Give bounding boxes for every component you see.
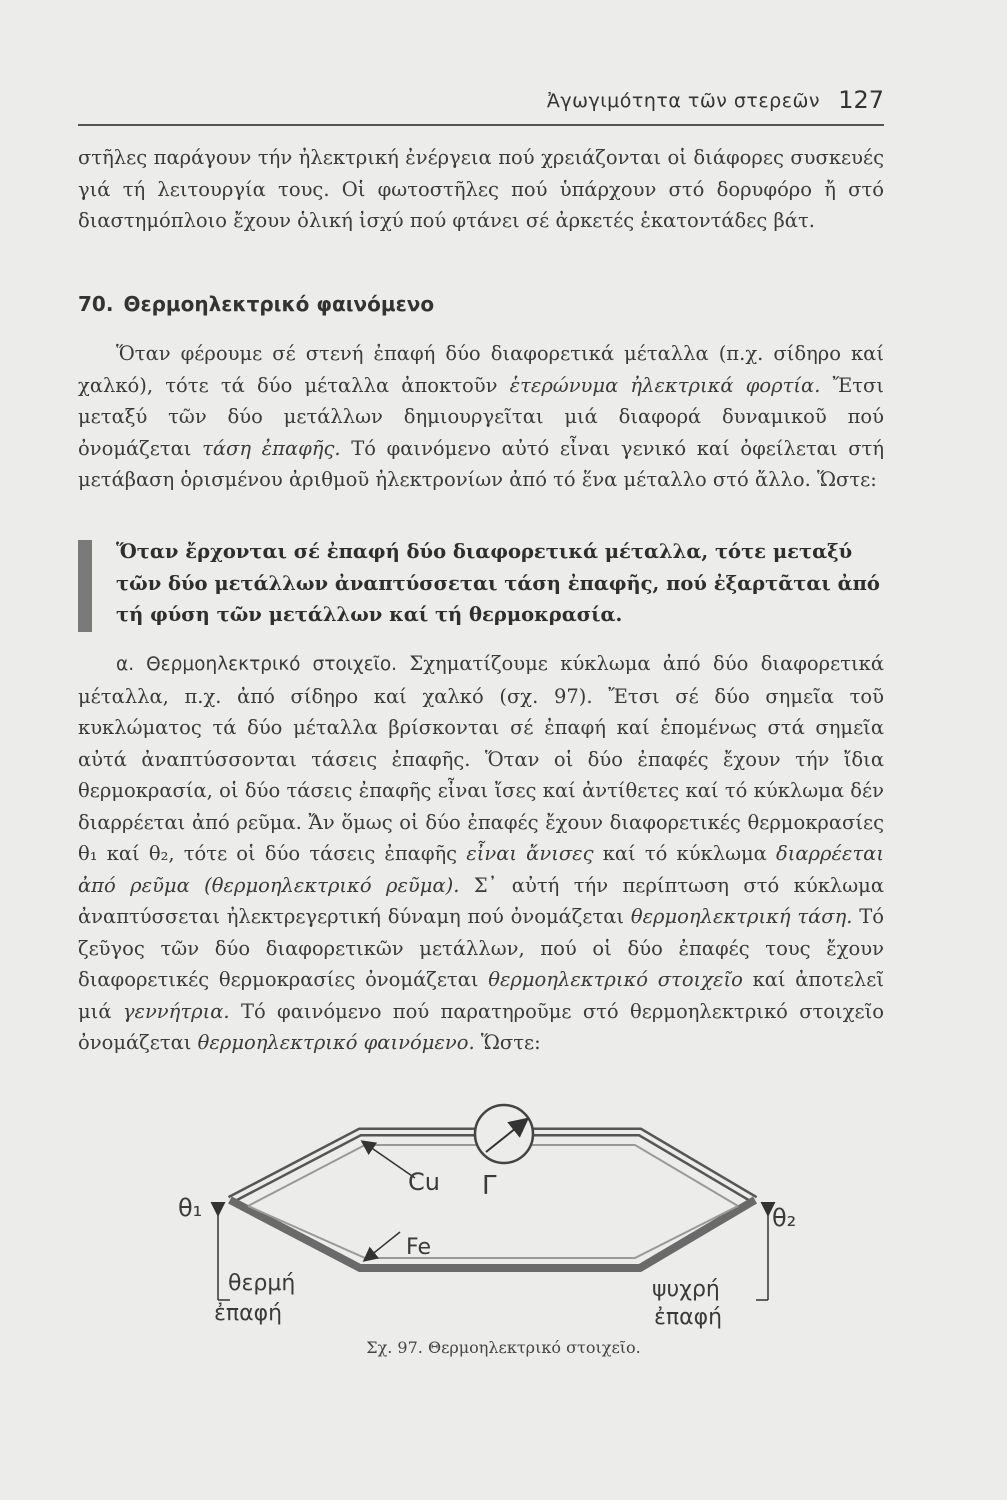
section-number: 70. <box>78 292 114 316</box>
p3-text-4: Τό ζεῦγος τῶν δύο διαφορετικῶν μετάλλων, πού οἱ δύο ἐπαφές τους ἔχουν διαφορετικές θερμοκρασίες ὀνομάζεται <box>78 905 884 991</box>
p3-text-7: Ὥστε: <box>474 1031 541 1054</box>
cold-contact-label-1: ψυχρή <box>652 1277 720 1302</box>
page-header <box>78 80 884 126</box>
thermocouple-diagram <box>160 1090 860 1340</box>
paragraph-1: στῆλες παράγουν τήν ἠλεκτρική ἐνέργεια πού χρειάζονται οἱ διάφορες συσκευές γιά τή λειτουργία τους. Οἱ φωτοστῆλες πού ὑπάρχουν στό δορυφόρο ἤ στό διαστημόπλοιο ἔχουν ὁλική ἰσχύ πού φτάνει σέ ἀρκετές ἑκατοντάδες βάτ. <box>78 146 884 232</box>
p2-emph-1: ἑτερώνυμα ἠλεκτρικά φορτία. <box>509 373 821 397</box>
p3-text-5: καί ἀποτελεῖ μιά <box>78 968 884 1023</box>
rule-text: Ὅταν ἔρχονται σέ ἐπαφή δύο διαφορετικά μέταλλα, τότε μεταξύ τῶν δύο μετάλλων ἀναπτύσσεται τάση ἐπαφῆς, πού ἐξαρτᾶται ἀπό τή φύση τῶν μετάλλων καί τή θερμοκρασία. <box>116 540 880 626</box>
p3-text-3: Σ᾽ αὐτή τήν περίπτωση στό κύκλωμα ἀναπτύσσεται ἠλεκτρεγερτική δύναμη πού ὀνομάζεται <box>78 873 884 928</box>
p2-text-2: Ἔτσι μεταξύ τῶν δύο μετάλλων δημιουργεῖται μιά διαφορά δυναμικοῦ πού ὀνομάζεται <box>78 373 884 460</box>
paragraph-2 <box>78 338 884 496</box>
p3-text-1: Σχηματίζουμε κύκλωμα ἀπό δύο διαφορετικά μέταλλα, π.χ. ἀπό σίδηρο καί χαλκό (σχ. 97). Ἔτσι σέ δύο σημεῖα τοῦ κυκλώματος τά δύο μέταλλα βρίσκονται σέ ἐπαφή καί ἑπομένως στά σημεῖα αὐτά ἀναπτύσσονται τάσεις ἐπαφῆς. Ὅταν οἱ δύο ἐπαφές ἔχουν τήν ἴδια θερμοκρασία, οἱ δύο τάσεις ἐπαφῆς εἶναι ἴσες καί ἀντίθετες καί τό κύκλωμα δέν διαρρέεται ἀπό ρεῦμα. Ἄν ὅμως οἱ δύο ἐπαφές ἔχουν διαφορετικές θερμοκρασίες θ₁ καί θ₂, τότε οἱ δύο τάσεις ἐπαφῆς <box>78 652 884 865</box>
p3-emph-1: εἶναι ἄνισες <box>466 842 594 865</box>
cold-contact-label-2: ἐπαφή <box>654 1305 723 1330</box>
thermocouple-figure <box>160 1090 860 1340</box>
section-heading <box>78 292 434 316</box>
figure-caption: Σχ. 97. Θερμοηλεκτρικό στοιχεῖο. <box>366 1338 641 1357</box>
p2-text-3: Τό φαινόμενο αὐτό εἶναι γενικό καί ὀφείλεται στή μετάβαση ὁρισμένου ἀριθμοῦ ἠλεκτρονίων ἀπό τό ἕνα μέταλλο στό ἄλλο. Ὥστε: <box>78 436 884 491</box>
p3-emph-3: θερμοηλεκτρική τάση. <box>630 905 853 928</box>
p2-emph-2: τάση ἐπαφῆς. <box>202 436 341 460</box>
p3-emph-2: διαρρέεται ἀπό ρεῦμα (θερμοηλεκτρικό ρεῦμα). <box>78 842 884 897</box>
hot-contact-label-2: ἐπαφή <box>214 1301 283 1326</box>
p2-text-1: Ὅταν φέρουμε σέ στενή ἐπαφή δύο διαφορετικά μέταλλα (π.χ. σίδηρο καί χαλκό), τότε τά δύο μέταλλα ἀποκτοῦν <box>78 342 884 397</box>
p3-emph-5: γεννήτρια. <box>122 999 230 1023</box>
section-title: Θερμοηλεκτρικό φαινόμενο <box>123 292 435 316</box>
label-galvanometer: Γ <box>482 1171 497 1201</box>
p3-emph-6: θερμοηλεκτρικό φαινόμενο. <box>197 1031 475 1054</box>
p3-label: α. Θερμοηλεκτρικό στοιχεῖο. <box>116 654 398 675</box>
p3-text-2: καί τό κύκλωμα <box>593 842 776 865</box>
fe-pointer <box>365 1232 400 1260</box>
rule-box <box>78 536 884 631</box>
paragraph-3 <box>78 648 884 1059</box>
label-cu: Cu <box>408 1168 440 1196</box>
galvanometer <box>475 1105 533 1163</box>
hot-contact-label-1: θερμή <box>228 1271 296 1296</box>
p3-text-6: Τό φαινόμενο πού παρατηροῦμε στό θερμοηλεκτρικό στοιχεῖο ὀνομάζεται <box>78 999 884 1054</box>
running-title: Ἀγωγιμότητα τῶν στερεῶν <box>546 90 820 112</box>
label-theta1: θ₁ <box>178 1194 203 1222</box>
label-fe: Fe <box>406 1235 431 1260</box>
label-theta2: θ₂ <box>772 1204 797 1232</box>
page-number: 127 <box>838 86 884 114</box>
rule-bar <box>78 540 92 632</box>
p3-emph-4: θερμοηλεκτρικό στοιχεῖο <box>488 968 743 991</box>
